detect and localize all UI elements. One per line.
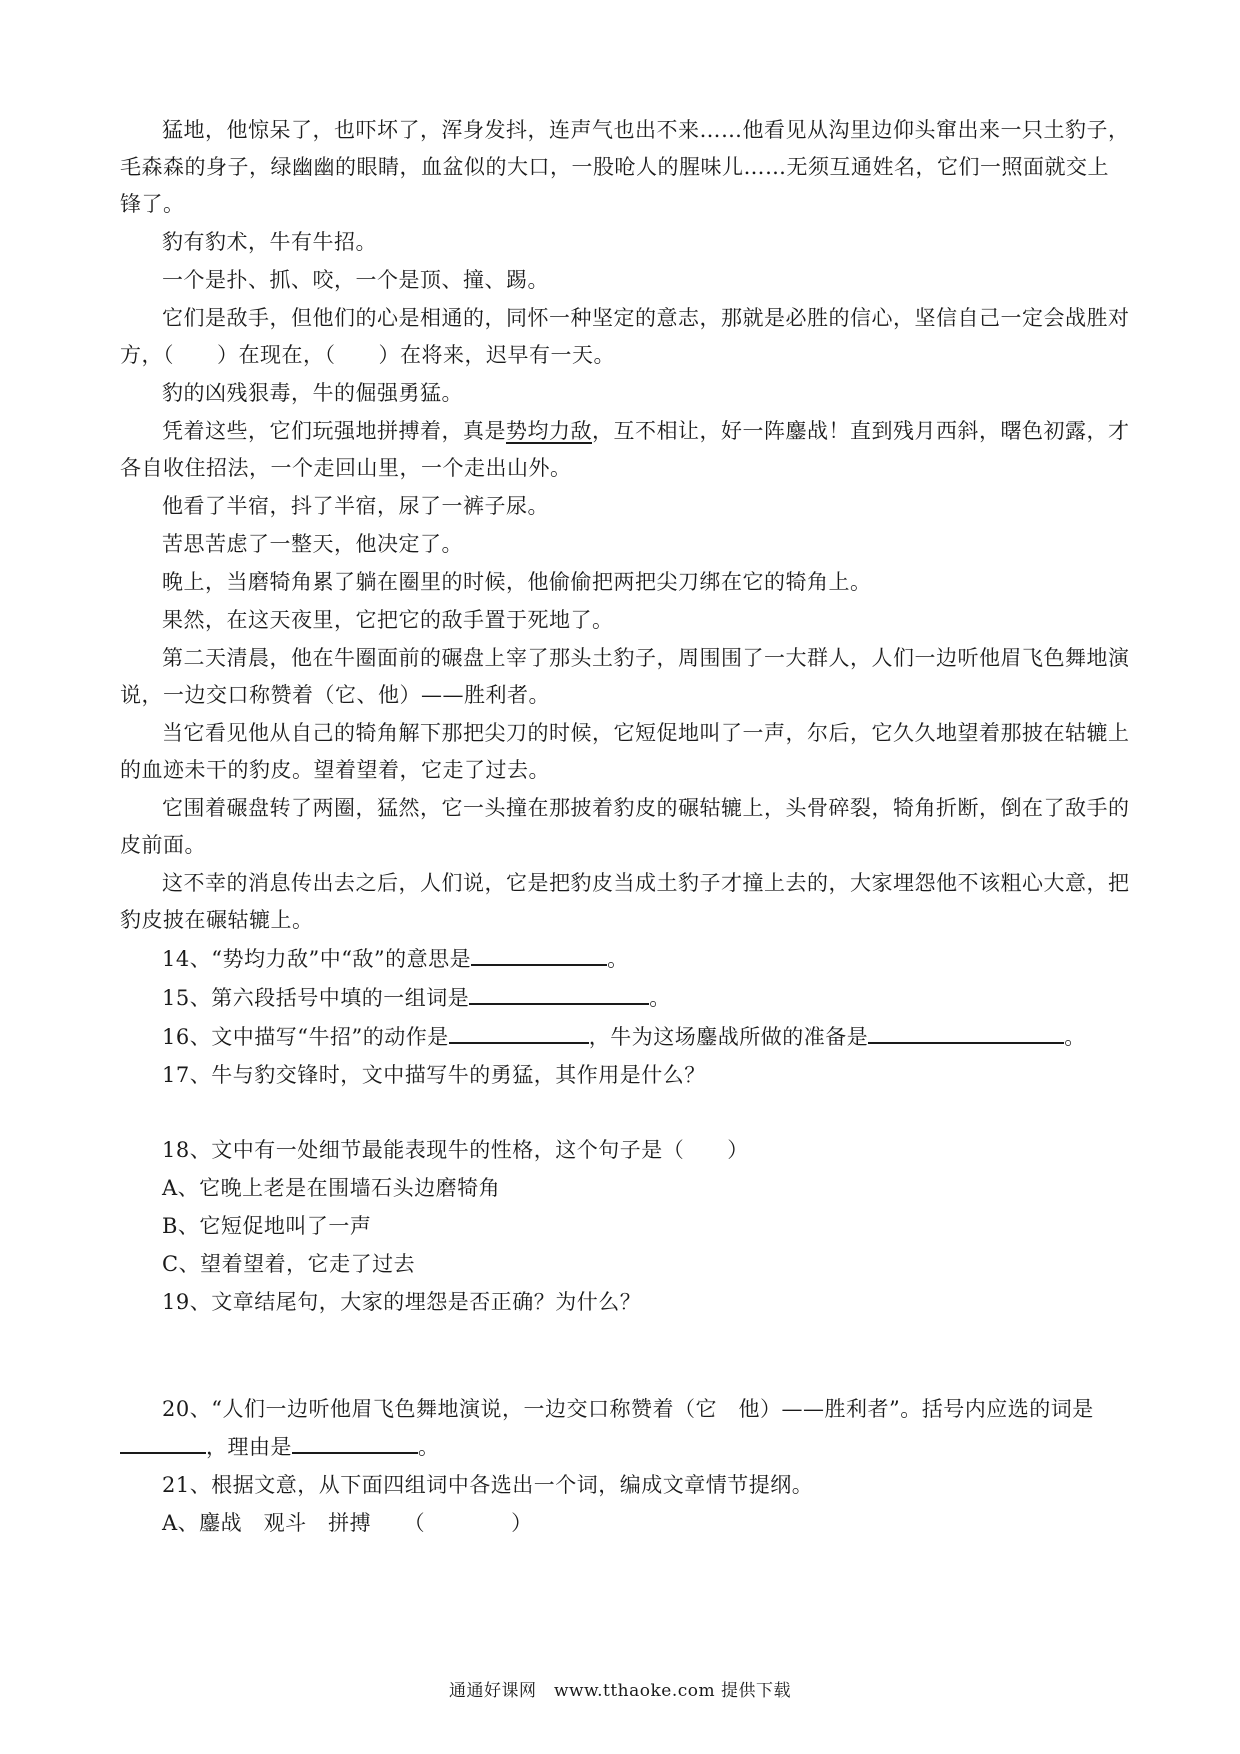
paragraph-6-before: 凭着这些，它们玩强地拼搏着，真是 — [162, 419, 506, 443]
question-18-option-b: B、它短促地叫了一声 — [162, 1214, 372, 1238]
answer-blank[interactable] — [120, 1428, 206, 1454]
paragraph-14: 这不幸的消息传出去之后，人们说，它是把豹皮当成土豹子才撞上去的，大家埋怨他不该粗心大意，把豹皮披在碾轱辘上。 — [120, 871, 1130, 932]
question-18: 18、文中有一处细节最能表现牛的性格，这个句子是（ ） — [162, 1138, 749, 1162]
question-18-option-c: C、望着望着，它走了过去 — [162, 1252, 416, 1276]
page-footer: 通通好课网 www.tthaoke.com 提供下载 — [448, 1681, 792, 1701]
question-16-mid: ，牛为这场鏖战所做的准备是 — [588, 1025, 869, 1049]
paragraph-10: 果然，在这天夜里，它把它的敌手置于死地了。 — [162, 608, 614, 632]
question-16-end: 。 — [1064, 1025, 1086, 1049]
paragraph-8: 苦思苦虑了一整天，他决定了。 — [162, 532, 463, 556]
question-21-option-a: A、鏖战 观斗 拼搏 （ ） — [162, 1511, 533, 1535]
question-15-text: 15、第六段括号中填的一组词是 — [162, 986, 470, 1010]
question-20-text: 20、“人们一边听他眉飞色舞地演说，一边交口称赞着（它 他）——胜利者”。括号内应选的词是 — [162, 1397, 1094, 1421]
question-21: 21、根据文意，从下面四组词中各选出一个词，编成文章情节提纲。 — [162, 1473, 814, 1497]
question-20-end: 。 — [418, 1435, 440, 1459]
answer-blank[interactable] — [469, 979, 649, 1005]
question-19: 19、文章结尾句，大家的埋怨是否正确？为什么？ — [162, 1290, 642, 1314]
paragraph-9: 晚上，当磨犄角累了躺在圈里的时候，他偷偷把两把尖刀绑在它的犄角上。 — [162, 570, 872, 594]
question-15 — [120, 979, 1130, 1017]
paragraph-5: 豹的凶残狠毒，牛的倔强勇猛。 — [162, 381, 463, 405]
question-18-option-a: A、它晚上老是在围墙石头边磨犄角 — [162, 1176, 501, 1200]
question-15-end: 。 — [649, 986, 671, 1010]
paragraph-3: 一个是扑、抓、咬，一个是顶、撞、踢。 — [162, 268, 549, 292]
question-16-text: 16、文中描写“牛招”的动作是 — [162, 1025, 449, 1049]
question-20 — [120, 1391, 1130, 1466]
underlined-phrase: 势均力敌 — [506, 419, 592, 443]
paragraph-13: 它围着碾盘转了两圈，猛然，它一头撞在那披着豹皮的碾轱辘上，头骨碎裂，犄角折断，倒在了敌手的皮前面。 — [120, 796, 1130, 857]
question-14 — [120, 940, 1130, 978]
answer-blank[interactable] — [471, 940, 607, 966]
paragraph-1: 猛地，他惊呆了，也吓坏了，浑身发抖，连声气也出不来……他看见从沟里边仰头窜出来一只土豹子，毛森森的身子，绿幽幽的眼睛，血盆似的大口，一股呛人的腥味儿……无须互通姓名，它们一照面就交上锋了。 — [120, 118, 1130, 216]
question-20-mid: ，理由是 — [206, 1435, 292, 1459]
paragraph-6-after: ，互不相让，好一阵鏖战！直到残月西斜，曙色初露，才各自收住招法，一个走回山里，一个走出山外。 — [120, 419, 1130, 480]
paragraph-4: 它们是敌手，但他们的心是相通的，同怀一种坚定的意志，那就是必胜的信心，坚信自己一定会战胜对方，（ ）在现在，（ ）在将来，迟早有一天。 — [120, 306, 1130, 367]
paragraph-12: 当它看见他从自己的犄角解下那把尖刀的时候，它短促地叫了一声，尔后，它久久地望着那披在轱辘上的血迹未干的豹皮。望着望着，它走了过去。 — [120, 721, 1130, 782]
answer-blank[interactable] — [292, 1428, 418, 1454]
document-body — [120, 112, 1130, 1543]
paragraph-7: 他看了半宿，抖了半宿，尿了一裤子尿。 — [162, 494, 549, 518]
answer-blank[interactable] — [449, 1018, 589, 1044]
question-17: 17、牛与豹交锋时，文中描写牛的勇猛，其作用是什么？ — [162, 1063, 706, 1087]
paragraph-6 — [120, 413, 1130, 487]
question-14-end: 。 — [607, 947, 629, 971]
question-16 — [120, 1018, 1130, 1056]
paragraph-2: 豹有豹术，牛有牛招。 — [162, 230, 377, 254]
answer-blank[interactable] — [868, 1018, 1064, 1044]
question-14-text: 14、“势均力敌”中“敌”的意思是 — [162, 947, 472, 971]
paragraph-11: 第二天清晨，他在牛圈面前的碾盘上宰了那头土豹子，周围围了一大群人，人们一边听他眉飞色舞地演说，一边交口称赞着（它、他）——胜利者。 — [120, 646, 1130, 707]
